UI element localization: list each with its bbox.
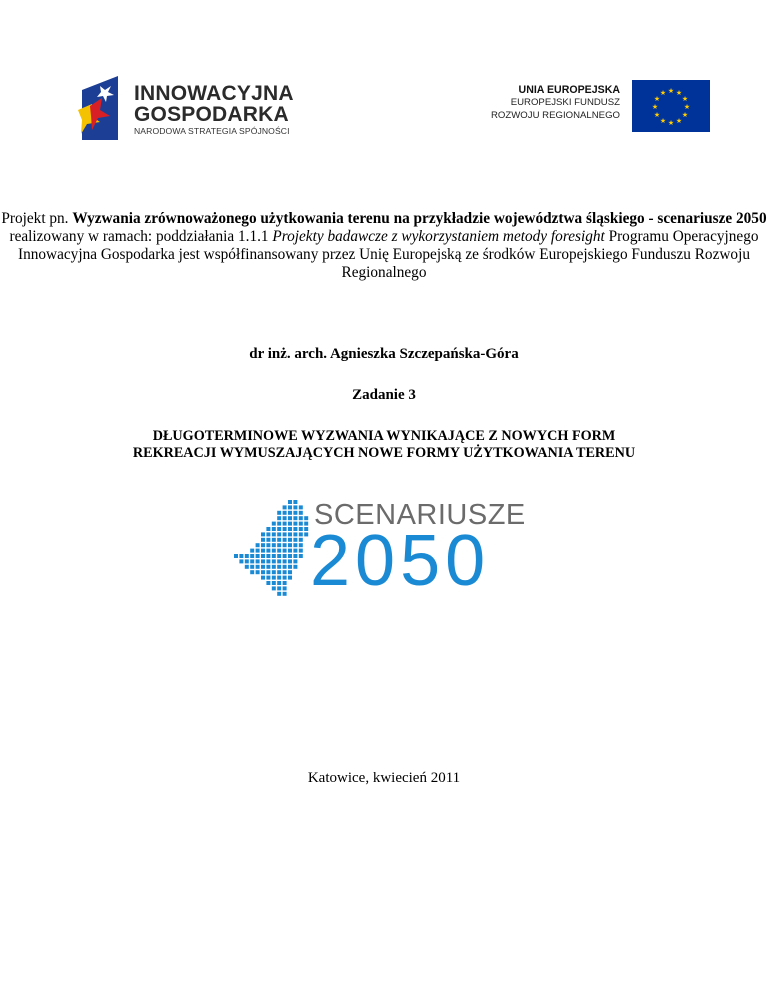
map-pixel bbox=[299, 538, 303, 542]
intro-prefix: Projekt pn. bbox=[1, 210, 73, 227]
map-pixel bbox=[283, 522, 287, 526]
scenariusze-year: 2050 bbox=[310, 521, 491, 601]
svg-text:★: ★ bbox=[681, 95, 689, 103]
map-pixel bbox=[245, 559, 249, 563]
map-pixel bbox=[299, 505, 303, 509]
map-pixel bbox=[266, 570, 270, 574]
map-pixel bbox=[266, 554, 270, 558]
eu-flag-icon bbox=[632, 80, 710, 132]
map-pixel bbox=[256, 565, 260, 569]
map-pixel bbox=[283, 532, 287, 536]
map-pixel bbox=[272, 554, 276, 558]
map-pixel bbox=[272, 527, 276, 531]
document-title bbox=[0, 428, 768, 462]
map-pixel bbox=[299, 527, 303, 531]
map-pixel bbox=[266, 581, 270, 585]
map-pixel bbox=[266, 538, 270, 542]
map-pixel bbox=[266, 565, 270, 569]
map-pixel bbox=[288, 527, 292, 531]
ig-logo-tagline: NARODOWA STRATEGIA SPÓJNOŚCI bbox=[134, 126, 290, 136]
map-pixel bbox=[304, 527, 308, 531]
map-pixel bbox=[277, 592, 281, 596]
map-pixel bbox=[256, 554, 260, 558]
place-and-date: Katowice, kwiecień 2011 bbox=[307, 770, 461, 786]
map-pixel bbox=[239, 554, 243, 558]
map-pixel bbox=[272, 538, 276, 542]
scenariusze-2050-logo bbox=[232, 496, 526, 601]
map-pixel bbox=[261, 570, 265, 574]
map-pixel bbox=[272, 522, 276, 526]
map-pixel bbox=[304, 522, 308, 526]
innowacyjna-gospodarka-logo bbox=[78, 76, 308, 140]
map-pixel bbox=[272, 586, 276, 590]
svg-text:★: ★ bbox=[681, 111, 689, 119]
map-pixel bbox=[283, 527, 287, 531]
map-pixel bbox=[283, 586, 287, 590]
map-pixel bbox=[266, 549, 270, 553]
map-pixel bbox=[277, 576, 281, 580]
silesia-pixel-map-icon bbox=[232, 496, 312, 598]
map-pixel bbox=[256, 543, 260, 547]
map-pixel bbox=[288, 549, 292, 553]
map-pixel bbox=[293, 565, 297, 569]
map-pixel bbox=[277, 549, 281, 553]
map-pixel bbox=[283, 576, 287, 580]
eu-logo-line3: ROZWOJU REGIONALNEGO bbox=[491, 109, 620, 121]
svg-text:★: ★ bbox=[651, 103, 659, 111]
map-pixel bbox=[288, 516, 292, 520]
map-pixel bbox=[261, 576, 265, 580]
map-pixel bbox=[288, 511, 292, 515]
map-pixel bbox=[299, 522, 303, 526]
map-pixel bbox=[293, 532, 297, 536]
map-pixel bbox=[293, 538, 297, 542]
svg-text:★: ★ bbox=[667, 87, 675, 95]
eu-logo-text bbox=[491, 84, 620, 122]
map-pixel bbox=[277, 527, 281, 531]
intro-funding-text: Programu Operacyjnego Innowacyjna Gospodarka jest współfinansowany przez Unię Europejską ze środków Europejskiego Funduszu Rozwoju Regionalnego bbox=[18, 228, 759, 281]
map-pixel bbox=[261, 532, 265, 536]
map-pixel bbox=[293, 554, 297, 558]
map-pixel bbox=[283, 549, 287, 553]
map-pixel bbox=[266, 576, 270, 580]
document-title-line2: REKREACJI WYMUSZAJĄCYCH NOWE FORMY UŻYTKOWANIA TERENU bbox=[132, 445, 636, 461]
map-pixel bbox=[283, 543, 287, 547]
map-pixel bbox=[277, 532, 281, 536]
map-pixel bbox=[288, 570, 292, 574]
map-pixel bbox=[293, 559, 297, 563]
map-pixel bbox=[293, 516, 297, 520]
map-pixel bbox=[293, 500, 297, 504]
map-pixel bbox=[250, 549, 254, 553]
map-pixel bbox=[277, 554, 281, 558]
svg-text:★: ★ bbox=[683, 103, 691, 111]
map-pixel bbox=[288, 543, 292, 547]
map-pixel bbox=[256, 570, 260, 574]
map-pixel bbox=[288, 532, 292, 536]
map-pixel bbox=[288, 538, 292, 542]
map-pixel bbox=[299, 516, 303, 520]
map-pixel bbox=[256, 549, 260, 553]
map-pixel bbox=[272, 543, 276, 547]
map-pixel bbox=[272, 576, 276, 580]
map-pixel bbox=[293, 549, 297, 553]
map-pixel bbox=[272, 549, 276, 553]
map-pixel bbox=[288, 576, 292, 580]
map-pixel bbox=[272, 570, 276, 574]
svg-text:★: ★ bbox=[667, 119, 675, 127]
map-pixel bbox=[261, 549, 265, 553]
map-pixel bbox=[293, 505, 297, 509]
map-pixel bbox=[277, 570, 281, 574]
map-pixel bbox=[261, 565, 265, 569]
map-pixel bbox=[261, 538, 265, 542]
map-pixel bbox=[288, 505, 292, 509]
svg-text:★: ★ bbox=[675, 117, 683, 125]
map-pixel bbox=[256, 559, 260, 563]
map-pixel bbox=[299, 554, 303, 558]
map-pixel bbox=[277, 565, 281, 569]
svg-text:★: ★ bbox=[659, 117, 667, 125]
subaction-name: Projekty badawcze z wykorzystaniem metody foresight bbox=[272, 228, 605, 245]
map-pixel bbox=[272, 559, 276, 563]
ig-flag-mark-icon bbox=[78, 76, 120, 140]
map-pixel bbox=[288, 559, 292, 563]
project-title: Wyzwania zrównoważonego użytkowania terenu na przykładzie województwa śląskiego - scenariusze 2050 bbox=[72, 210, 767, 227]
scenariusze-wordmark: SCENARIUSZE bbox=[314, 499, 526, 531]
map-pixel bbox=[288, 500, 292, 504]
map-pixel bbox=[283, 505, 287, 509]
eu-logo-line2: EUROPEJSKI FUNDUSZ bbox=[510, 97, 620, 108]
map-pixel bbox=[293, 527, 297, 531]
map-pixel bbox=[299, 511, 303, 515]
map-pixel bbox=[288, 522, 292, 526]
map-pixel bbox=[261, 554, 265, 558]
map-pixel bbox=[277, 586, 281, 590]
intro-program-prefix: realizowany w ramach: poddziałania 1.1.1 bbox=[9, 228, 273, 245]
map-pixel bbox=[283, 559, 287, 563]
map-pixel bbox=[266, 559, 270, 563]
map-pixel bbox=[293, 543, 297, 547]
map-pixel bbox=[277, 559, 281, 563]
map-pixel bbox=[299, 543, 303, 547]
map-pixel bbox=[250, 559, 254, 563]
map-pixel bbox=[299, 549, 303, 553]
svg-text:★: ★ bbox=[675, 89, 683, 97]
task-label: Zadanie 3 bbox=[352, 387, 416, 403]
map-pixel bbox=[245, 565, 249, 569]
svg-text:★: ★ bbox=[653, 95, 661, 103]
map-pixel bbox=[239, 559, 243, 563]
map-pixel bbox=[277, 581, 281, 585]
map-pixel bbox=[272, 532, 276, 536]
map-pixel bbox=[277, 543, 281, 547]
map-pixel bbox=[277, 516, 281, 520]
map-pixel bbox=[293, 522, 297, 526]
map-pixel bbox=[250, 570, 254, 574]
map-pixel bbox=[250, 554, 254, 558]
map-pixel bbox=[283, 565, 287, 569]
map-pixel bbox=[277, 511, 281, 515]
map-pixel bbox=[277, 522, 281, 526]
map-pixel bbox=[250, 565, 254, 569]
map-pixel bbox=[304, 516, 308, 520]
map-pixel bbox=[283, 554, 287, 558]
ig-logo-line2: GOSPODARKA bbox=[134, 103, 289, 126]
map-pixel bbox=[283, 516, 287, 520]
map-pixel bbox=[234, 554, 238, 558]
map-pixel bbox=[266, 532, 270, 536]
project-intro bbox=[0, 210, 768, 282]
eu-logo-line1: UNIA EUROPEJSKA bbox=[518, 84, 620, 96]
svg-text:★: ★ bbox=[659, 89, 667, 97]
map-pixel bbox=[261, 543, 265, 547]
map-pixel bbox=[245, 554, 249, 558]
map-pixel bbox=[299, 532, 303, 536]
map-pixel bbox=[288, 565, 292, 569]
map-pixel bbox=[266, 543, 270, 547]
map-pixel bbox=[283, 592, 287, 596]
map-pixel bbox=[283, 570, 287, 574]
map-pixel bbox=[283, 581, 287, 585]
map-pixel bbox=[283, 538, 287, 542]
map-pixel bbox=[288, 554, 292, 558]
map-pixel bbox=[277, 538, 281, 542]
map-pixel bbox=[272, 581, 276, 585]
map-pixel bbox=[261, 559, 265, 563]
ig-logo-line1: INNOWACYJNA bbox=[134, 82, 294, 105]
map-pixel bbox=[266, 527, 270, 531]
map-pixel bbox=[304, 532, 308, 536]
map-pixel bbox=[272, 565, 276, 569]
author: dr inż. arch. Agnieszka Szczepańska-Góra bbox=[249, 346, 519, 362]
eu-logo bbox=[488, 80, 710, 132]
map-pixel bbox=[293, 511, 297, 515]
document-title-line1: DŁUGOTERMINOWE WYZWANIA WYNIKAJĄCE Z NOWYCH FORM bbox=[152, 428, 616, 444]
map-pixel bbox=[283, 511, 287, 515]
svg-text:★: ★ bbox=[653, 111, 661, 119]
